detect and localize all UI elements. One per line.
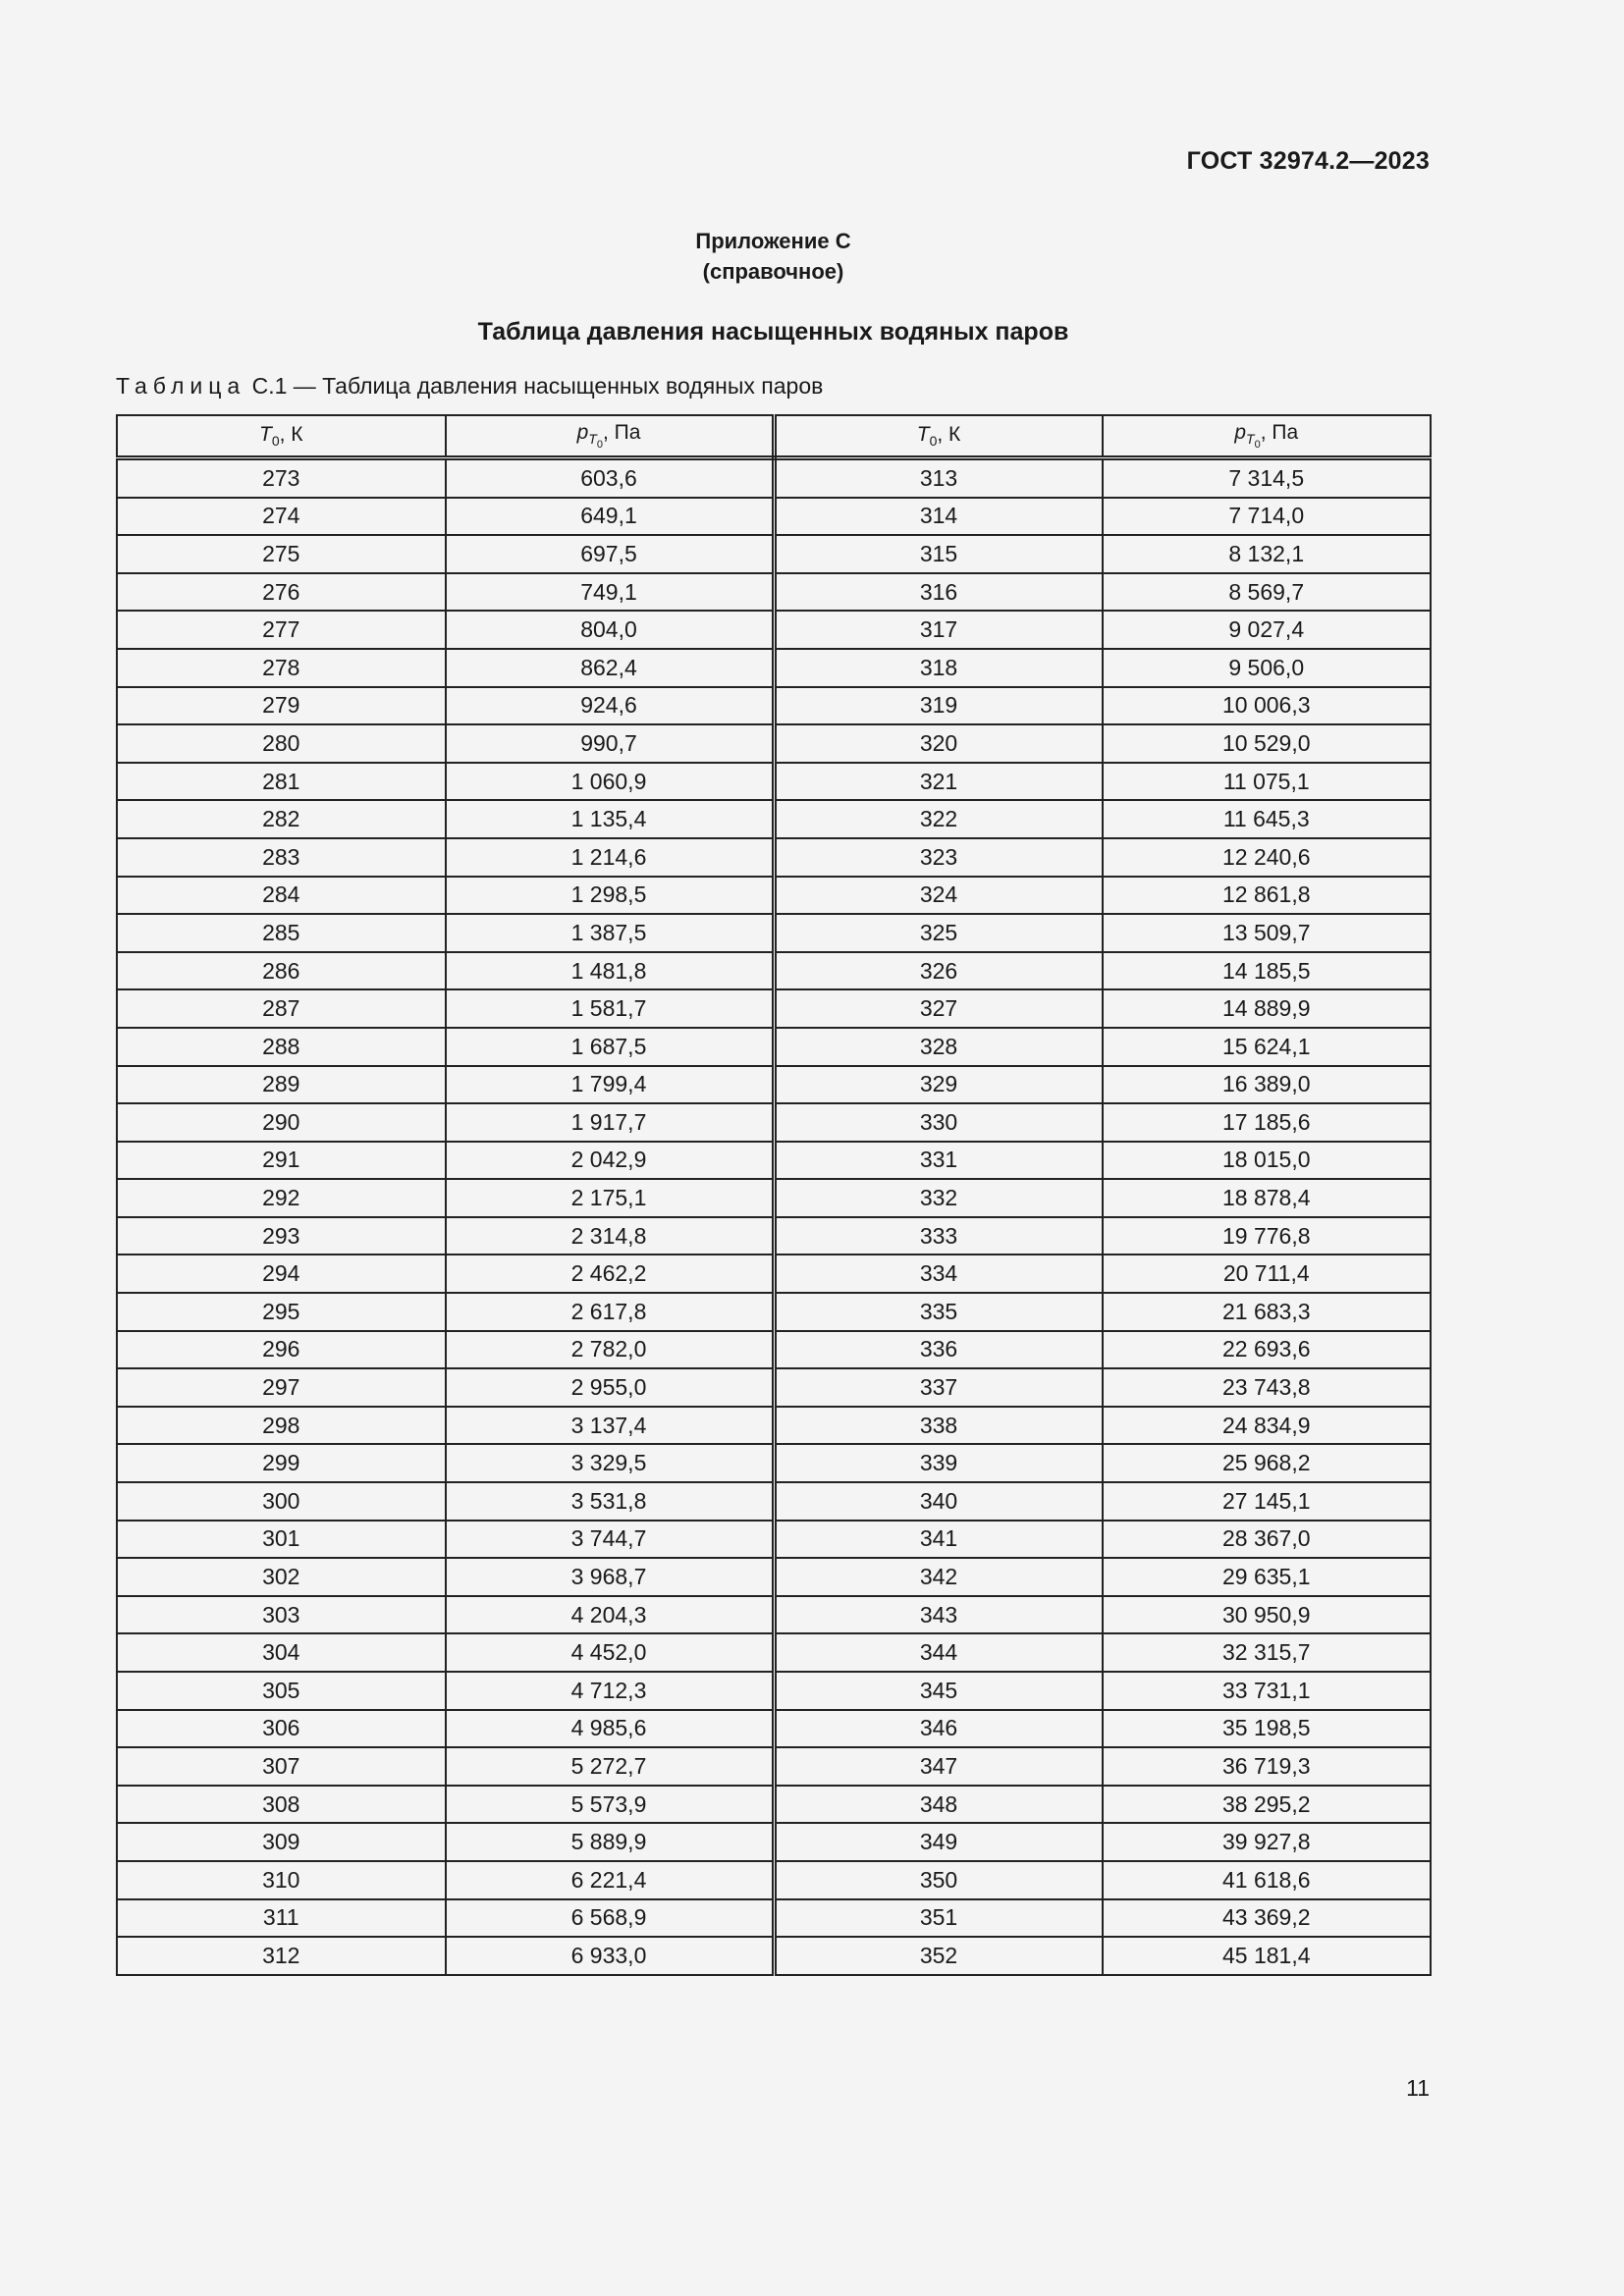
table-row xyxy=(117,1786,1431,1824)
cell-temperature: 350 xyxy=(774,1861,1103,1899)
cell-pressure: 28 367,0 xyxy=(1103,1521,1432,1559)
cell-pressure: 7 314,5 xyxy=(1103,458,1432,498)
table-row xyxy=(117,1861,1431,1899)
cell-temperature: 327 xyxy=(774,989,1103,1028)
cell-temperature: 278 xyxy=(117,649,446,687)
cell-pressure: 16 389,0 xyxy=(1103,1066,1432,1104)
cell-temperature: 317 xyxy=(774,611,1103,649)
cell-pressure: 13 509,7 xyxy=(1103,914,1432,952)
cell-pressure: 11 075,1 xyxy=(1103,763,1432,801)
cell-pressure: 45 181,4 xyxy=(1103,1937,1432,1975)
cell-pressure: 5 889,9 xyxy=(446,1823,775,1861)
cell-temperature: 331 xyxy=(774,1142,1103,1180)
cell-temperature: 284 xyxy=(117,877,446,915)
table-header-row xyxy=(117,415,1431,458)
table-caption xyxy=(116,373,823,400)
cell-pressure: 12 861,8 xyxy=(1103,877,1432,915)
cell-pressure: 15 624,1 xyxy=(1103,1028,1432,1066)
cell-temperature: 283 xyxy=(117,838,446,877)
cell-temperature: 330 xyxy=(774,1103,1103,1142)
cell-temperature: 352 xyxy=(774,1937,1103,1975)
cell-pressure: 2 462,2 xyxy=(446,1255,775,1293)
cell-temperature: 295 xyxy=(117,1293,446,1331)
table-row xyxy=(117,498,1431,536)
cell-temperature: 302 xyxy=(117,1558,446,1596)
cell-pressure: 22 693,6 xyxy=(1103,1331,1432,1369)
cell-temperature: 300 xyxy=(117,1482,446,1521)
cell-pressure: 3 329,5 xyxy=(446,1444,775,1482)
cell-temperature: 277 xyxy=(117,611,446,649)
cell-pressure: 3 531,8 xyxy=(446,1482,775,1521)
table-row xyxy=(117,1672,1431,1710)
cell-pressure: 32 315,7 xyxy=(1103,1633,1432,1672)
cell-temperature: 299 xyxy=(117,1444,446,1482)
cell-temperature: 288 xyxy=(117,1028,446,1066)
table-row xyxy=(117,649,1431,687)
cell-temperature: 296 xyxy=(117,1331,446,1369)
cell-temperature: 338 xyxy=(774,1407,1103,1445)
table-row xyxy=(117,1066,1431,1104)
cell-temperature: 323 xyxy=(774,838,1103,877)
cell-pressure: 17 185,6 xyxy=(1103,1103,1432,1142)
cell-pressure: 5 272,7 xyxy=(446,1747,775,1786)
cell-pressure: 1 135,4 xyxy=(446,800,775,838)
cell-temperature: 334 xyxy=(774,1255,1103,1293)
cell-temperature: 301 xyxy=(117,1521,446,1559)
cell-pressure: 9 027,4 xyxy=(1103,611,1432,649)
cell-temperature: 316 xyxy=(774,573,1103,612)
cell-temperature: 335 xyxy=(774,1293,1103,1331)
cell-temperature: 336 xyxy=(774,1331,1103,1369)
cell-pressure: 33 731,1 xyxy=(1103,1672,1432,1710)
cell-temperature: 275 xyxy=(117,535,446,573)
cell-pressure: 30 950,9 xyxy=(1103,1596,1432,1634)
table-row xyxy=(117,1028,1431,1066)
table-row xyxy=(117,1633,1431,1672)
cell-temperature: 339 xyxy=(774,1444,1103,1482)
cell-pressure: 862,4 xyxy=(446,649,775,687)
cell-pressure: 36 719,3 xyxy=(1103,1747,1432,1786)
table-row xyxy=(117,1521,1431,1559)
cell-pressure: 10 529,0 xyxy=(1103,724,1432,763)
cell-pressure: 3 137,4 xyxy=(446,1407,775,1445)
cell-pressure: 27 145,1 xyxy=(1103,1482,1432,1521)
table-row xyxy=(117,1331,1431,1369)
cell-temperature: 328 xyxy=(774,1028,1103,1066)
column-header-temperature: $T_0$, К xyxy=(117,415,446,458)
cell-temperature: 286 xyxy=(117,952,446,990)
cell-pressure: 749,1 xyxy=(446,573,775,612)
cell-temperature: 297 xyxy=(117,1368,446,1407)
appendix-note: (справочное) xyxy=(702,259,844,284)
cell-temperature: 311 xyxy=(117,1899,446,1938)
cell-pressure: 4 712,3 xyxy=(446,1672,775,1710)
cell-pressure: 7 714,0 xyxy=(1103,498,1432,536)
table-row xyxy=(117,1823,1431,1861)
cell-temperature: 304 xyxy=(117,1633,446,1672)
cell-temperature: 324 xyxy=(774,877,1103,915)
table-row xyxy=(117,1293,1431,1331)
table-row xyxy=(117,1444,1431,1482)
cell-temperature: 303 xyxy=(117,1596,446,1634)
table-row xyxy=(117,687,1431,725)
table-row xyxy=(117,458,1431,498)
cell-temperature: 329 xyxy=(774,1066,1103,1104)
cell-temperature: 280 xyxy=(117,724,446,763)
cell-temperature: 274 xyxy=(117,498,446,536)
cell-pressure: 21 683,3 xyxy=(1103,1293,1432,1331)
document-standard-number: ГОСТ 32974.2—2023 xyxy=(1186,147,1430,175)
cell-pressure: 19 776,8 xyxy=(1103,1217,1432,1255)
cell-temperature: 342 xyxy=(774,1558,1103,1596)
cell-pressure: 804,0 xyxy=(446,611,775,649)
cell-temperature: 282 xyxy=(117,800,446,838)
cell-temperature: 290 xyxy=(117,1103,446,1142)
cell-temperature: 306 xyxy=(117,1710,446,1748)
cell-temperature: 345 xyxy=(774,1672,1103,1710)
table-body xyxy=(117,458,1431,1975)
cell-pressure: 43 369,2 xyxy=(1103,1899,1432,1938)
cell-pressure: 41 618,6 xyxy=(1103,1861,1432,1899)
cell-pressure: 14 889,9 xyxy=(1103,989,1432,1028)
cell-pressure: 2 617,8 xyxy=(446,1293,775,1331)
cell-temperature: 333 xyxy=(774,1217,1103,1255)
cell-pressure: 9 506,0 xyxy=(1103,649,1432,687)
cell-temperature: 281 xyxy=(117,763,446,801)
cell-temperature: 310 xyxy=(117,1861,446,1899)
cell-temperature: 349 xyxy=(774,1823,1103,1861)
table-row xyxy=(117,763,1431,801)
cell-temperature: 322 xyxy=(774,800,1103,838)
cell-pressure: 20 711,4 xyxy=(1103,1255,1432,1293)
cell-pressure: 6 221,4 xyxy=(446,1861,775,1899)
table-row xyxy=(117,838,1431,877)
cell-pressure: 990,7 xyxy=(446,724,775,763)
table-caption-text: С.1 — Таблица давления насыщенных водяных паров xyxy=(251,373,824,399)
cell-temperature: 351 xyxy=(774,1899,1103,1938)
cell-temperature: 289 xyxy=(117,1066,446,1104)
column-header-temperature: $T_0$, К xyxy=(774,415,1103,458)
table-row xyxy=(117,1255,1431,1293)
appendix-title: Приложение С xyxy=(695,229,851,253)
cell-pressure: 24 834,9 xyxy=(1103,1407,1432,1445)
cell-temperature: 279 xyxy=(117,687,446,725)
cell-pressure: 25 968,2 xyxy=(1103,1444,1432,1482)
table-row xyxy=(117,877,1431,915)
table-row xyxy=(117,535,1431,573)
cell-temperature: 332 xyxy=(774,1179,1103,1217)
cell-pressure: 5 573,9 xyxy=(446,1786,775,1824)
cell-temperature: 346 xyxy=(774,1710,1103,1748)
cell-temperature: 294 xyxy=(117,1255,446,1293)
cell-temperature: 307 xyxy=(117,1747,446,1786)
table-row xyxy=(117,1482,1431,1521)
table-row xyxy=(117,989,1431,1028)
cell-pressure: 1 799,4 xyxy=(446,1066,775,1104)
cell-temperature: 344 xyxy=(774,1633,1103,1672)
column-header-pressure: $p_{T_0}$, Па xyxy=(446,415,775,458)
cell-temperature: 298 xyxy=(117,1407,446,1445)
cell-pressure: 2 042,9 xyxy=(446,1142,775,1180)
cell-pressure: 1 917,7 xyxy=(446,1103,775,1142)
table-row xyxy=(117,1710,1431,1748)
cell-temperature: 315 xyxy=(774,535,1103,573)
cell-pressure: 4 985,6 xyxy=(446,1710,775,1748)
cell-temperature: 318 xyxy=(774,649,1103,687)
cell-pressure: 11 645,3 xyxy=(1103,800,1432,838)
cell-pressure: 1 060,9 xyxy=(446,763,775,801)
table-row xyxy=(117,1747,1431,1786)
cell-temperature: 314 xyxy=(774,498,1103,536)
cell-pressure: 4 452,0 xyxy=(446,1633,775,1672)
cell-temperature: 292 xyxy=(117,1179,446,1217)
table-row xyxy=(117,952,1431,990)
table-row xyxy=(117,800,1431,838)
cell-pressure: 39 927,8 xyxy=(1103,1823,1432,1861)
cell-pressure: 1 298,5 xyxy=(446,877,775,915)
cell-pressure: 18 015,0 xyxy=(1103,1142,1432,1180)
table-caption-prefix: Таблица xyxy=(116,373,246,399)
cell-pressure: 6 933,0 xyxy=(446,1937,775,1975)
table-row xyxy=(117,611,1431,649)
table-row xyxy=(117,724,1431,763)
cell-pressure: 8 132,1 xyxy=(1103,535,1432,573)
cell-pressure: 14 185,5 xyxy=(1103,952,1432,990)
cell-pressure: 603,6 xyxy=(446,458,775,498)
table-row xyxy=(117,1368,1431,1407)
cell-pressure: 1 214,6 xyxy=(446,838,775,877)
cell-pressure: 12 240,6 xyxy=(1103,838,1432,877)
cell-temperature: 325 xyxy=(774,914,1103,952)
cell-temperature: 340 xyxy=(774,1482,1103,1521)
cell-pressure: 6 568,9 xyxy=(446,1899,775,1938)
cell-pressure: 1 687,5 xyxy=(446,1028,775,1066)
cell-temperature: 276 xyxy=(117,573,446,612)
cell-pressure: 924,6 xyxy=(446,687,775,725)
cell-temperature: 293 xyxy=(117,1217,446,1255)
cell-pressure: 18 878,4 xyxy=(1103,1179,1432,1217)
table-row xyxy=(117,1217,1431,1255)
cell-temperature: 320 xyxy=(774,724,1103,763)
table-row xyxy=(117,1596,1431,1634)
cell-temperature: 326 xyxy=(774,952,1103,990)
cell-pressure: 2 955,0 xyxy=(446,1368,775,1407)
cell-temperature: 341 xyxy=(774,1521,1103,1559)
cell-temperature: 343 xyxy=(774,1596,1103,1634)
cell-temperature: 347 xyxy=(774,1747,1103,1786)
vapor-pressure-table xyxy=(116,414,1432,1976)
column-header-pressure: $p_{T_0}$, Па xyxy=(1103,415,1432,458)
cell-temperature: 313 xyxy=(774,458,1103,498)
cell-pressure: 1 581,7 xyxy=(446,989,775,1028)
cell-temperature: 309 xyxy=(117,1823,446,1861)
table-row xyxy=(117,1407,1431,1445)
cell-pressure: 23 743,8 xyxy=(1103,1368,1432,1407)
table-row xyxy=(117,1142,1431,1180)
cell-pressure: 649,1 xyxy=(446,498,775,536)
page-number: 11 xyxy=(1406,2075,1430,2101)
cell-pressure: 10 006,3 xyxy=(1103,687,1432,725)
table-row xyxy=(117,1899,1431,1938)
table-row xyxy=(117,1558,1431,1596)
cell-pressure: 29 635,1 xyxy=(1103,1558,1432,1596)
cell-temperature: 273 xyxy=(117,458,446,498)
appendix-heading xyxy=(0,226,1546,287)
cell-pressure: 4 204,3 xyxy=(446,1596,775,1634)
cell-pressure: 2 782,0 xyxy=(446,1331,775,1369)
cell-pressure: 697,5 xyxy=(446,535,775,573)
cell-pressure: 3 744,7 xyxy=(446,1521,775,1559)
cell-pressure: 3 968,7 xyxy=(446,1558,775,1596)
cell-pressure: 35 198,5 xyxy=(1103,1710,1432,1748)
cell-pressure: 38 295,2 xyxy=(1103,1786,1432,1824)
cell-pressure: 2 175,1 xyxy=(446,1179,775,1217)
page-title: Таблица давления насыщенных водяных паров xyxy=(477,318,1069,346)
cell-temperature: 308 xyxy=(117,1786,446,1824)
table-row xyxy=(117,914,1431,952)
table-row xyxy=(117,573,1431,612)
cell-temperature: 312 xyxy=(117,1937,446,1975)
cell-temperature: 291 xyxy=(117,1142,446,1180)
table-row xyxy=(117,1103,1431,1142)
cell-temperature: 305 xyxy=(117,1672,446,1710)
cell-temperature: 319 xyxy=(774,687,1103,725)
cell-temperature: 287 xyxy=(117,989,446,1028)
cell-pressure: 1 481,8 xyxy=(446,952,775,990)
cell-pressure: 1 387,5 xyxy=(446,914,775,952)
cell-pressure: 2 314,8 xyxy=(446,1217,775,1255)
cell-pressure: 8 569,7 xyxy=(1103,573,1432,612)
table-row xyxy=(117,1179,1431,1217)
cell-temperature: 348 xyxy=(774,1786,1103,1824)
table-row xyxy=(117,1937,1431,1975)
cell-temperature: 337 xyxy=(774,1368,1103,1407)
cell-temperature: 285 xyxy=(117,914,446,952)
cell-temperature: 321 xyxy=(774,763,1103,801)
